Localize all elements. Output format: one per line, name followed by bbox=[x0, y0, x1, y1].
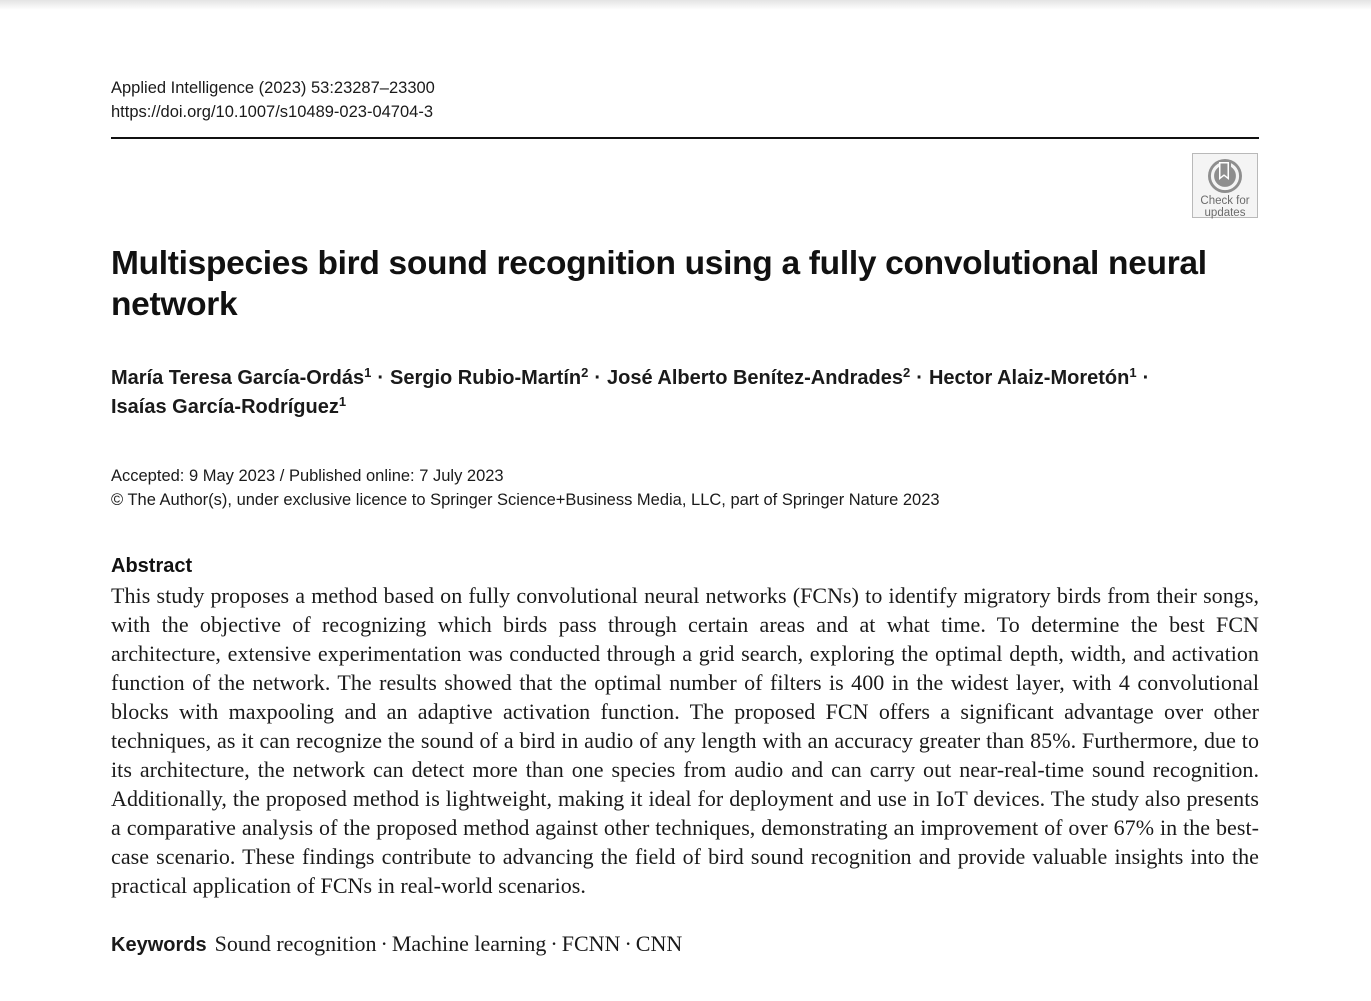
author-affiliation: 1 bbox=[1129, 365, 1137, 380]
top-shade bbox=[0, 0, 1371, 10]
keyword-separator: · bbox=[550, 931, 558, 956]
keyword-separator: · bbox=[624, 931, 632, 956]
author-name: Sergio Rubio-Martín bbox=[390, 367, 582, 389]
header-rule bbox=[111, 137, 1259, 139]
date-separator: / bbox=[275, 467, 289, 485]
author[interactable] bbox=[607, 367, 910, 389]
author-separator: · bbox=[916, 367, 923, 389]
accepted-date: Accepted: 9 May 2023 bbox=[111, 467, 276, 485]
keyword: FCNN bbox=[561, 931, 621, 956]
journal-info bbox=[111, 76, 435, 124]
doi-link[interactable]: https://doi.org/10.1007/s10489-023-04704-3 bbox=[111, 103, 433, 121]
author[interactable] bbox=[390, 367, 588, 389]
published-date: Published online: 7 July 2023 bbox=[288, 467, 504, 485]
author-affiliation: 1 bbox=[364, 365, 372, 380]
author-name: Isaías García-Rodríguez bbox=[111, 396, 339, 418]
author[interactable] bbox=[929, 367, 1137, 389]
keyword: CNN bbox=[635, 931, 683, 956]
author-name: José Alberto Benítez-Andrades bbox=[607, 367, 904, 389]
author-name: María Teresa García-Ordás bbox=[111, 367, 365, 389]
author-separator: · bbox=[1142, 367, 1150, 389]
keywords-label: Keywords bbox=[111, 934, 207, 956]
author[interactable] bbox=[111, 396, 346, 418]
author-affiliation: 2 bbox=[903, 365, 911, 380]
publication-dates bbox=[111, 464, 940, 512]
abstract-text: This study proposes a method based on fully convolutional neural networks (FCNs) to identify migratory birds from their songs, with the objective of recognizing which birds pass through certain areas and at what time. To determine the best FCN architecture, extensive experimentation was conducted through a grid search, exploring the optimal depth, width, and activation function of the network. The results showed that the optimal number of filters is 400 in the widest layer, with 4 convolutional blocks with maxpooling and an adaptive activation function. The proposed FCN offers a significant advantage over other techniques, as it can recognize the sound of a bird in audio of any length with an accuracy greater than 85%. Furthermore, due to its architecture, the network can detect more than one species from audio and can carry out near-real-time sound recognition. Additionally, the proposed method is lightweight, making it ideal for deployment and use in IoT devices. The study also presents a comparative analysis of the proposed method against other techniques, demonstrating an improvement of over 67% in the best-case scenario. These findings contribute to advancing the field of bird sound recognition and provide valuable insights into the practical application of FCNs in real-world scenarios. bbox=[111, 583, 1259, 898]
abstract-heading: Abstract bbox=[111, 555, 193, 577]
keyword-separator: · bbox=[380, 931, 388, 956]
keywords bbox=[111, 929, 682, 960]
author-list bbox=[111, 364, 1259, 422]
check-for-updates-icon bbox=[1206, 157, 1244, 195]
author-affiliation: 1 bbox=[338, 394, 347, 409]
author-separator: · bbox=[594, 367, 602, 389]
copyright-line: © The Author(s), under exclusive licence to Springer Science+Business Media, LLC, part of Springer Nature 2023 bbox=[111, 491, 940, 509]
journal-citation: Applied Intelligence (2023) 53:23287–23300 bbox=[111, 79, 435, 97]
check-for-updates-badge[interactable] bbox=[1192, 153, 1258, 218]
author[interactable] bbox=[111, 367, 371, 389]
article-title: Multispecies bird sound recognition using a fully convolutional neural network bbox=[111, 245, 1207, 323]
author-separator: · bbox=[377, 367, 385, 389]
check-for-updates-label: Check for updates bbox=[1200, 195, 1250, 219]
author-name: Hector Alaiz-Moretón bbox=[928, 367, 1130, 389]
keyword: Machine learning bbox=[391, 931, 547, 956]
author-affiliation: 2 bbox=[581, 365, 589, 380]
history-line bbox=[111, 464, 940, 488]
keyword: Sound recognition bbox=[214, 931, 377, 956]
